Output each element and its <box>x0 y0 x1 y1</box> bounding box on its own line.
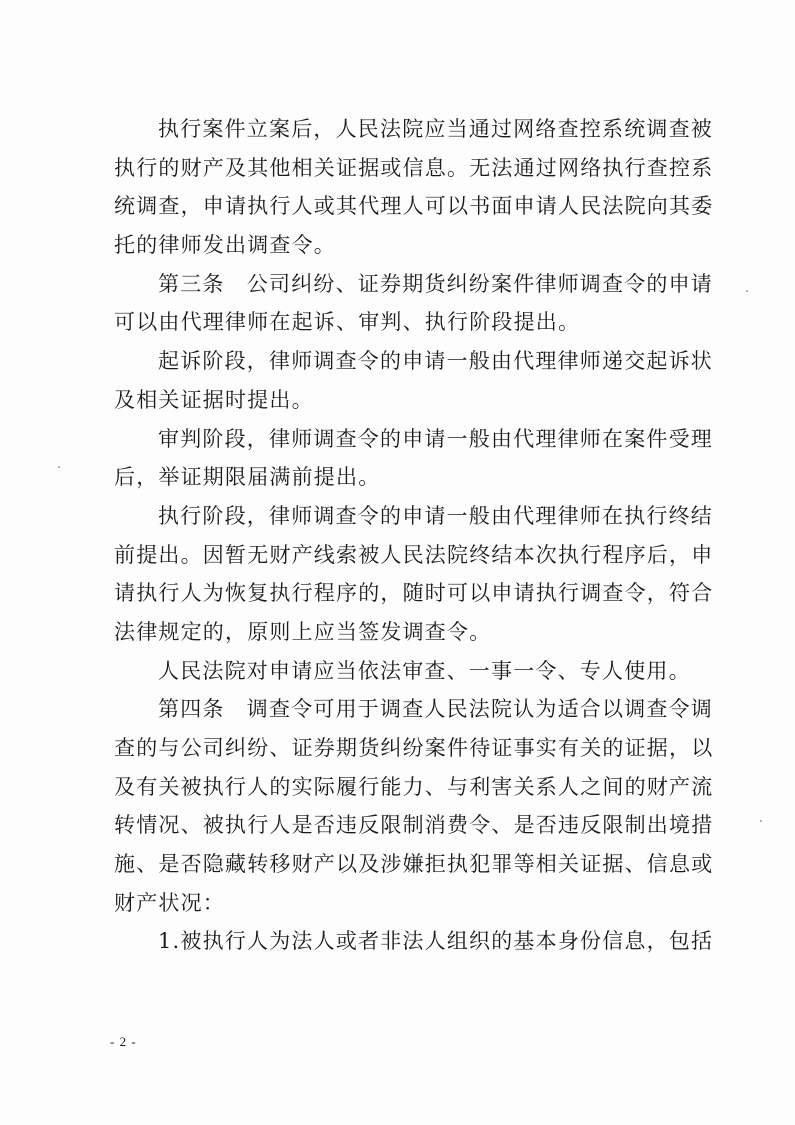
paragraph-line: 前提出。因暂无财产线索被人民法院终结本次执行程序后，申 <box>114 542 714 567</box>
paragraph-line: 起诉阶段，律师调查令的申请一般由代理律师递交起诉状 <box>158 349 713 374</box>
paragraph-line: 及有关被执行人的实际履行能力、与利害关系人之间的财产流 <box>114 774 714 799</box>
list-item-line: 1.被执行人为法人或者非法人组织的基本身份信息，包括 <box>158 929 714 954</box>
paragraph-line: 后，举证期限届满前提出。 <box>114 465 381 490</box>
paragraph-line: 查的与公司纠纷、证券期货纠纷案件待证事实有关的证据，以 <box>114 736 714 760</box>
paragraph-line: 财产状况： <box>114 890 225 915</box>
paragraph-line: 执行案件立案后，人民法院应当通过网络查控系统调查被 <box>158 117 713 141</box>
article-4-heading-line: 第四条 调查令可用于调查人民法院认为适合以调查令调 <box>158 697 713 722</box>
paragraph-line: 转情况、被执行人是否违反限制消费令、是否违反限制出境措 <box>114 813 714 838</box>
article-3-heading-line: 第三条 公司纠纷、证券期货纠纷案件律师调查令的申请 <box>158 271 713 296</box>
paragraph-line: 托的律师发出调查令。 <box>114 233 336 258</box>
paragraph-line: 施、是否隐藏转移财产以及涉嫌拒执犯罪等相关证据、信息或 <box>114 852 714 877</box>
paragraph-line: 可以由代理律师在起诉、审判、执行阶段提出。 <box>114 310 581 335</box>
paragraph-line: 执行的财产及其他相关证据或信息。无法通过网络执行查控系 <box>114 155 714 180</box>
scan-speck <box>58 466 60 468</box>
paragraph-line: 法律规定的，原则上应当签发调查令。 <box>114 619 492 644</box>
body-text <box>114 110 714 961</box>
scan-speck <box>746 290 748 292</box>
paragraph-line: 执行阶段，律师调查令的申请一般由代理律师在执行终结 <box>158 503 713 528</box>
paragraph-line: 统调查，申请执行人或其代理人可以书面申请人民法院向其委 <box>114 194 714 219</box>
paragraph-line: 请执行人为恢复执行程序的，随时可以申请执行调查令，符合 <box>114 581 714 606</box>
paragraph-line: 人民法院对申请应当依法审查、一事一令、专人使用。 <box>158 658 691 683</box>
page-number: - 2 - <box>110 1034 137 1049</box>
scan-speck <box>760 820 762 822</box>
paragraph-line: 审判阶段，律师调查令的申请一般由代理律师在案件受理 <box>158 426 713 451</box>
paragraph-line: 及相关证据时提出。 <box>114 387 314 412</box>
